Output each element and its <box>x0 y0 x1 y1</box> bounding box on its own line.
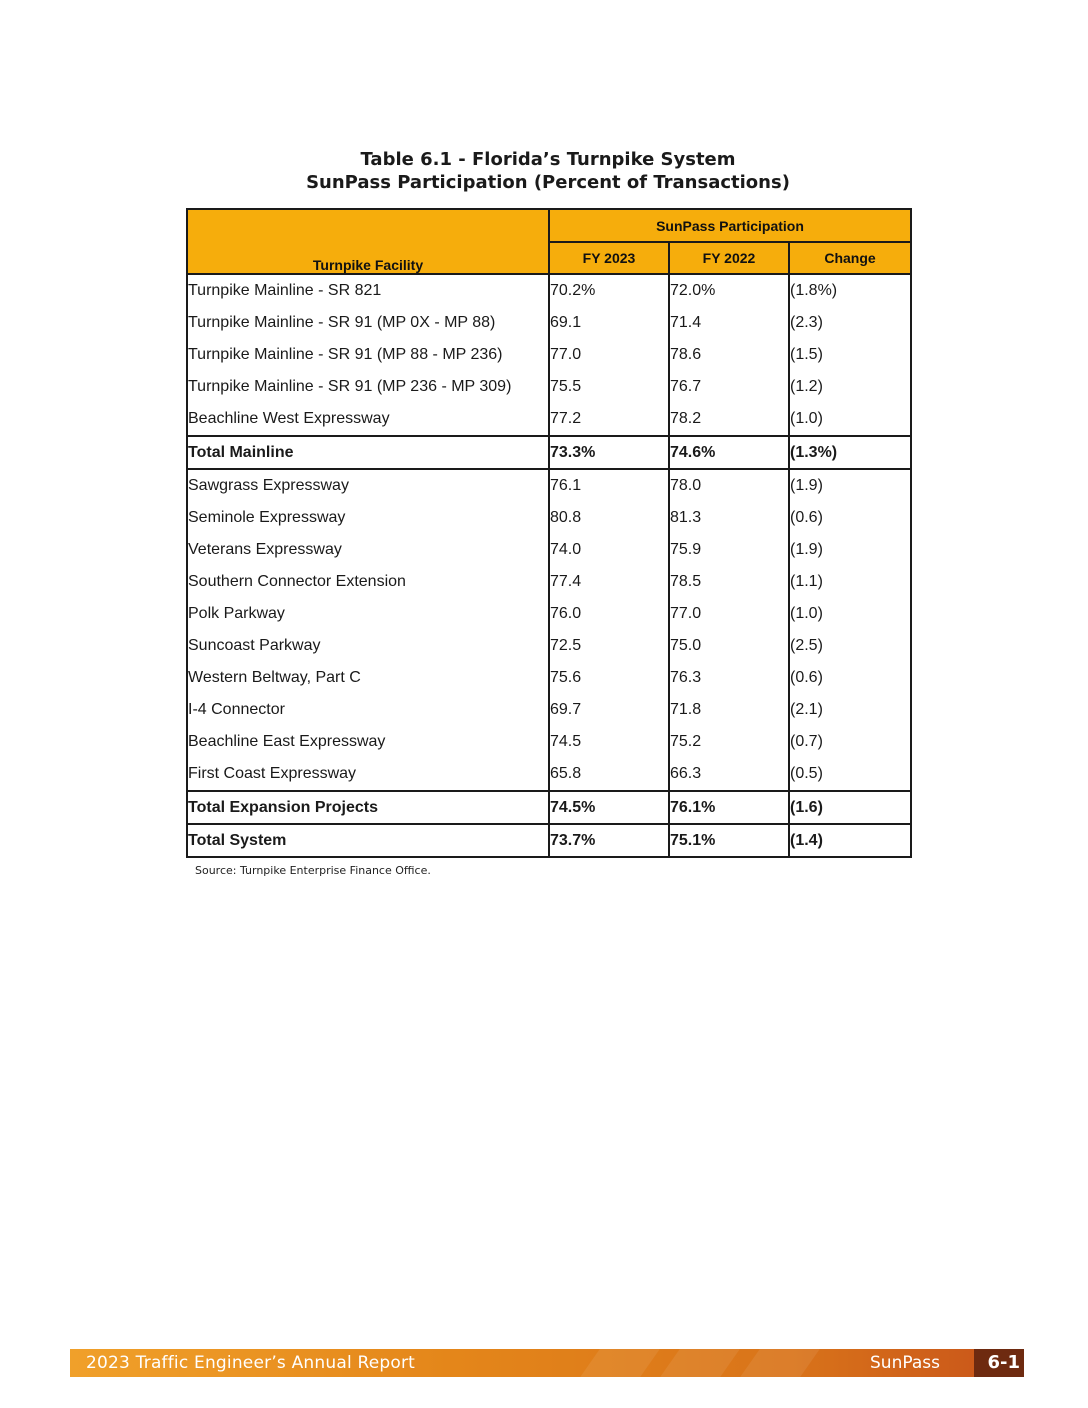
source-note: Source: Turnpike Enterprise Finance Office. <box>195 864 431 877</box>
footer-decoration <box>740 1349 820 1377</box>
table-row <box>187 371 911 403</box>
fy2022-cell: 66.3 <box>669 758 789 791</box>
table-title-line-1: Table 6.1 - Florida’s Turnpike System <box>360 149 736 170</box>
facility-cell: Seminole Expressway <box>187 502 549 534</box>
table-title <box>186 148 910 194</box>
header-fy2022: FY 2022 <box>669 242 789 274</box>
fy2023-cell: 76.0 <box>549 598 669 630</box>
change-cell: (1.1) <box>789 566 911 598</box>
fy2022-cell: 76.3 <box>669 662 789 694</box>
change-cell: (1.0) <box>789 403 911 436</box>
footer-decoration <box>660 1349 740 1377</box>
footer-section-name: SunPass <box>870 1353 940 1373</box>
fy2023-cell: 74.5% <box>549 791 669 824</box>
fy2023-cell: 77.0 <box>549 339 669 371</box>
facility-cell: Suncoast Parkway <box>187 630 549 662</box>
change-cell: (1.9) <box>789 534 911 566</box>
table-row <box>187 598 911 630</box>
fy2023-cell: 69.1 <box>549 307 669 339</box>
facility-cell: Total System <box>187 824 549 857</box>
fy2022-cell: 77.0 <box>669 598 789 630</box>
fy2023-cell: 73.3% <box>549 436 669 469</box>
fy2022-cell: 78.5 <box>669 566 789 598</box>
table-row <box>187 502 911 534</box>
fy2023-cell: 72.5 <box>549 630 669 662</box>
facility-cell: Total Mainline <box>187 436 549 469</box>
facility-cell: First Coast Expressway <box>187 758 549 791</box>
change-cell: (0.7) <box>789 726 911 758</box>
header-change: Change <box>789 242 911 274</box>
table-title-line-2: SunPass Participation (Percent of Transactions) <box>306 172 790 193</box>
facility-cell: Western Beltway, Part C <box>187 662 549 694</box>
table-row <box>187 726 911 758</box>
change-cell: (2.5) <box>789 630 911 662</box>
total-mainline-row <box>187 436 911 469</box>
change-cell: (1.9) <box>789 469 911 502</box>
change-cell: (0.6) <box>789 662 911 694</box>
table-row <box>187 307 911 339</box>
footer-report-title: 2023 Traffic Engineer’s Annual Report <box>86 1353 416 1373</box>
fy2022-cell: 75.2 <box>669 726 789 758</box>
fy2023-cell: 74.0 <box>549 534 669 566</box>
footer-decoration <box>580 1349 660 1377</box>
fy2023-cell: 69.7 <box>549 694 669 726</box>
fy2023-cell: 77.2 <box>549 403 669 436</box>
fy2022-cell: 71.8 <box>669 694 789 726</box>
fy2023-cell: 65.8 <box>549 758 669 791</box>
fy2023-cell: 80.8 <box>549 502 669 534</box>
table-row <box>187 694 911 726</box>
fy2023-cell: 76.1 <box>549 469 669 502</box>
fy2023-cell: 73.7% <box>549 824 669 857</box>
change-cell: (2.3) <box>789 307 911 339</box>
change-cell: (2.1) <box>789 694 911 726</box>
header-fy2023: FY 2023 <box>549 242 669 274</box>
facility-cell: Beachline West Expressway <box>187 403 549 436</box>
fy2022-cell: 75.0 <box>669 630 789 662</box>
table-row <box>187 662 911 694</box>
table-row <box>187 758 911 791</box>
fy2023-cell: 74.5 <box>549 726 669 758</box>
fy2023-cell: 77.4 <box>549 566 669 598</box>
table-row <box>187 566 911 598</box>
facility-cell: Beachline East Expressway <box>187 726 549 758</box>
facility-cell: Sawgrass Expressway <box>187 469 549 502</box>
table-row <box>187 339 911 371</box>
fy2022-cell: 72.0% <box>669 274 789 307</box>
table-row <box>187 274 911 307</box>
footer-page-number: 6-1 <box>987 1352 1020 1373</box>
change-cell: (1.4) <box>789 824 911 857</box>
header-turnpike-facility: Turnpike Facility <box>187 209 549 274</box>
fy2022-cell: 76.1% <box>669 791 789 824</box>
fy2022-cell: 75.9 <box>669 534 789 566</box>
table-row <box>187 403 911 436</box>
total-expansion-row <box>187 791 911 824</box>
fy2023-cell: 75.6 <box>549 662 669 694</box>
total-system-row <box>187 824 911 857</box>
change-cell: (1.6) <box>789 791 911 824</box>
page-footer <box>70 1349 1024 1377</box>
change-cell: (1.0) <box>789 598 911 630</box>
table-row <box>187 630 911 662</box>
facility-cell: Turnpike Mainline - SR 91 (MP 0X - MP 88) <box>187 307 549 339</box>
facility-cell: I-4 Connector <box>187 694 549 726</box>
fy2023-cell: 75.5 <box>549 371 669 403</box>
facility-cell: Turnpike Mainline - SR 821 <box>187 274 549 307</box>
change-cell: (1.5) <box>789 339 911 371</box>
facility-cell: Total Expansion Projects <box>187 791 549 824</box>
fy2023-cell: 70.2% <box>549 274 669 307</box>
fy2022-cell: 74.6% <box>669 436 789 469</box>
fy2022-cell: 78.2 <box>669 403 789 436</box>
fy2022-cell: 78.0 <box>669 469 789 502</box>
fy2022-cell: 75.1% <box>669 824 789 857</box>
change-cell: (0.6) <box>789 502 911 534</box>
facility-cell: Turnpike Mainline - SR 91 (MP 236 - MP 309) <box>187 371 549 403</box>
fy2022-cell: 81.3 <box>669 502 789 534</box>
change-cell: (0.5) <box>789 758 911 791</box>
facility-cell: Veterans Expressway <box>187 534 549 566</box>
fy2022-cell: 76.7 <box>669 371 789 403</box>
fy2022-cell: 78.6 <box>669 339 789 371</box>
change-cell: (1.3%) <box>789 436 911 469</box>
fy2022-cell: 71.4 <box>669 307 789 339</box>
change-cell: (1.8%) <box>789 274 911 307</box>
sunpass-participation-table <box>186 208 912 858</box>
header-sunpass-participation: SunPass Participation <box>549 209 911 242</box>
facility-cell: Turnpike Mainline - SR 91 (MP 88 - MP 236) <box>187 339 549 371</box>
change-cell: (1.2) <box>789 371 911 403</box>
table-row <box>187 469 911 502</box>
facility-cell: Polk Parkway <box>187 598 549 630</box>
facility-cell: Southern Connector Extension <box>187 566 549 598</box>
table-row <box>187 534 911 566</box>
